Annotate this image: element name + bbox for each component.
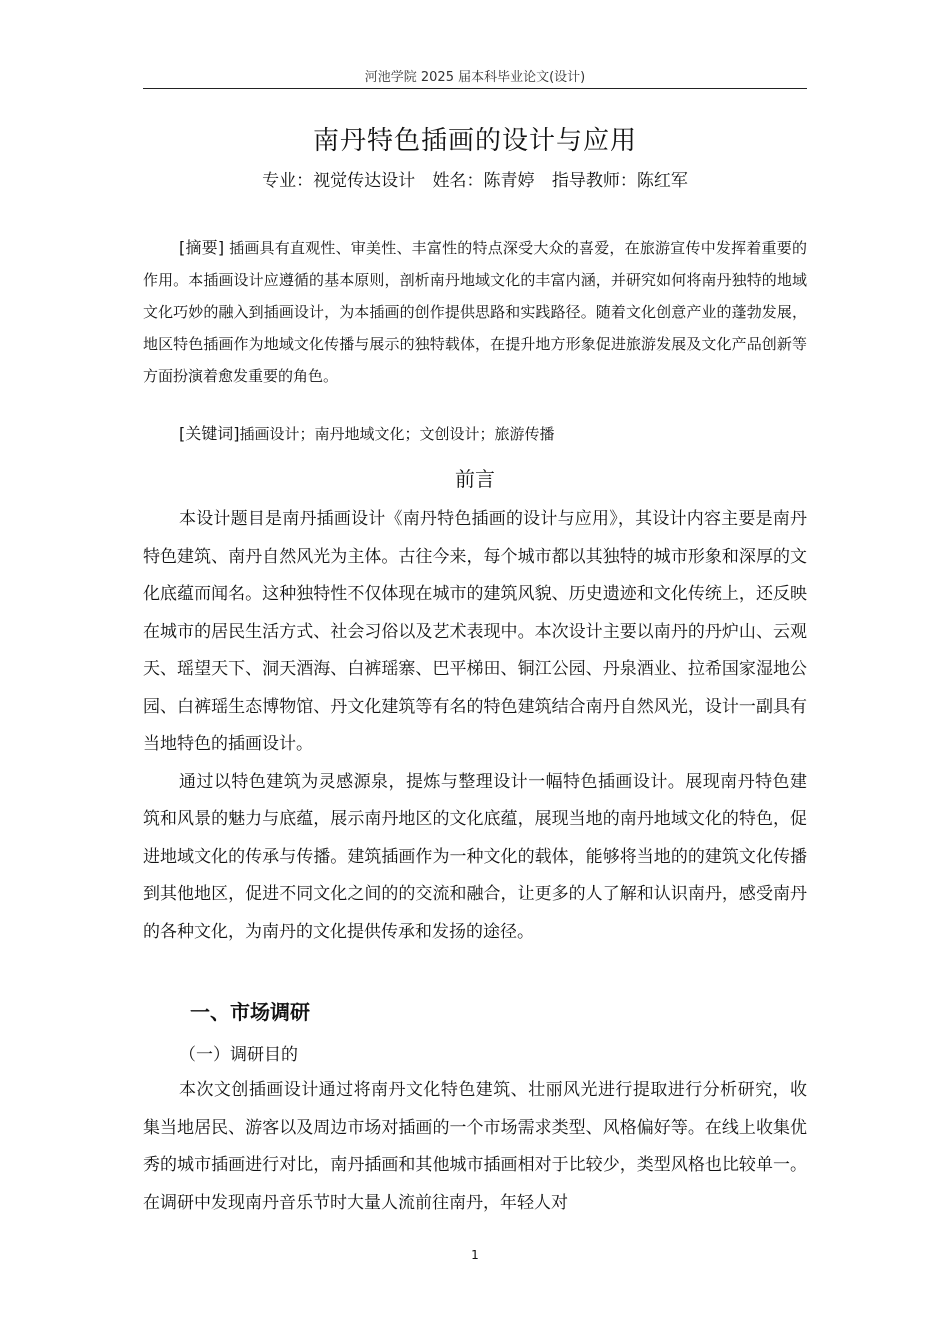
abstract-text: 插画具有直观性、审美性、丰富性的特点深受大众的喜爱，在旅游宣传中发挥着重要的作用。本插画设计应遵循的基本原则，剖析南丹地域文化的丰富内涵，并研究如何将南丹独特的地域文化巧妙的融入到插画设计，为本插画的创作提供思路和实践路径。随着文化创意产业的蓬勃发展，地区特色插画作为地域文化传播与展示的独特载体，在提升地方形象促进旅游发展及文化产品创新等方面扮演着愈发重要的角色。 (143, 239, 807, 385)
preface-heading: 前言 (455, 467, 495, 491)
header-divider (143, 88, 807, 89)
preface-paragraph-2: 通过以特色建筑为灵感源泉，提炼与整理设计一幅特色插画设计。展现南丹特色建筑和风景的魅力与底蕴，展示南丹地区的文化底蕴，展现当地的南丹地域文化的特色，促进地域文化的传承与传播。建筑插画作为一种文化的载体，能够将当地的的建筑文化传播到其他地区，促进不同文化之间的的交流和融合，让更多的人了解和认识南丹，感受南丹的各种文化，为南丹的文化提供传承和发扬的途径。 (143, 771, 807, 942)
abstract (143, 232, 807, 392)
subsection-heading: （一）调研目的 (179, 1045, 298, 1065)
preface-body (143, 501, 807, 951)
section-heading: 一、市场调研 (190, 1000, 310, 1024)
keywords-label: [关键词] (179, 424, 240, 443)
author-label: 姓名：陈青婷 (432, 171, 535, 191)
section-paragraph: 本次文创插画设计通过将南丹文化特色建筑、壮丽风光进行提取进行分析研究，收集当地居民、游客以及周边市场对插画的一个市场需求类型、风格偏好等。在线上收集优秀的城市插画进行对比，南丹插画和其他城市插画相对于比较少，类型风格也比较单一。在调研中发现南丹音乐节时大量人流前往南丹，年轻人对 (143, 1080, 807, 1213)
byline (143, 166, 807, 191)
preface-paragraph-1: 本设计题目是南丹插画设计《南丹特色插画的设计与应用》，其设计内容主要是南丹特色建筑、南丹自然风光为主体。古往今来，每个城市都以其独特的城市形象和深厚的文化底蕴而闻名。这种独特性不仅体现在城市的建筑风貌、历史遗迹和文化传统上，还反映在城市的居民生活方式、社会习俗以及艺术表现中。本次设计主要以南丹的丹炉山、云观天、瑶望天下、洞天酒海、白裤瑶寨、巴平梯田、铜江公园、丹泉酒业、拉希国家湿地公园、白裤瑶生态博物馆、丹文化建筑等有名的特色建筑结合南丹自然风光，设计一副具有当地特色的插画设计。 (143, 509, 807, 754)
page-number: 1 (471, 1248, 479, 1262)
keywords (179, 419, 807, 449)
major-label: 专业：视觉传达设计 (262, 171, 416, 191)
paper-title: 南丹特色插画的设计与应用 (312, 126, 637, 156)
advisor-label: 指导教师：陈红军 (551, 171, 688, 191)
running-header: 河池学院 2025 届本科毕业论文(设计) (364, 70, 586, 85)
section-body (143, 1072, 807, 1222)
abstract-label: [摘要] (179, 238, 225, 257)
keywords-text: 插画设计；南丹地域文化；文创设计；旅游传播 (239, 425, 555, 443)
